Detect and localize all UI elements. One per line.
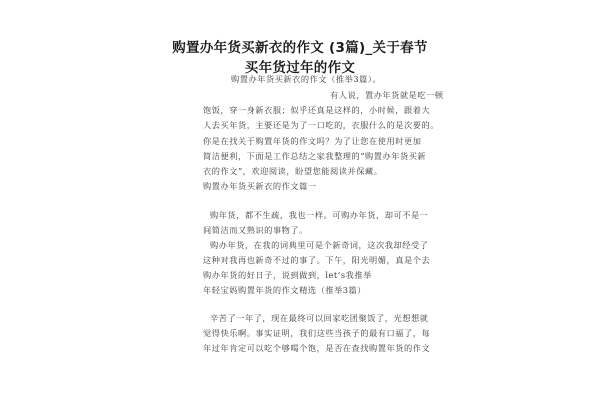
document-title-line-2: 买年货过年的作文 bbox=[244, 60, 356, 76]
body-line: 人去买年货，主要还是为了一口吃的，衣服什么的是次要的。 bbox=[203, 120, 439, 130]
body-line: 年过年肯定可以吃个够喝个饱，是否在查找购置年货的作文 bbox=[203, 343, 431, 353]
body-line: 觉得快乐啊。事实证明，我们这些当孩子的最有口福了，每 bbox=[203, 328, 431, 338]
body-line: 购办年货，在我的词典里可是个新奇词，这次我却经受了 bbox=[210, 240, 429, 250]
body-line: 间简洁而又熟识的事物了。 bbox=[203, 225, 308, 235]
body-line: 简洁便利，下面是工作总结之家我整理的“购置办年货买新 bbox=[203, 151, 427, 161]
section-heading: 购置办年货买新衣的作文篇一 bbox=[203, 181, 317, 191]
body-line: 这种对我再也新奇不过的事了。下午，阳光明媚，真是个去 bbox=[203, 255, 431, 265]
section-heading: 年轻宝妈购置年货的作文精选（推举3篇） bbox=[203, 285, 367, 295]
body-line: 购办年货的好日子，说到做到，let’s我推举 bbox=[203, 270, 372, 280]
body-line: 你是在找关于购置年货的作文吗？为了让您在使用时更加 bbox=[203, 136, 422, 146]
intro-caption: 购置办年货买新衣的作文（推举3篇）。 bbox=[231, 74, 382, 84]
document-title-line-1: 购置办年货买新衣的作文 (3篇)_关于春节 bbox=[172, 40, 428, 56]
body-line: 衣的作文”，欢迎阅读，盼望您能阅读并保藏。 bbox=[203, 166, 383, 176]
body-line: 辛苦了一年了，现在最终可以回家吃团聚饭了，光想想就 bbox=[210, 313, 429, 323]
body-line: 有人说，置办年货就是吃一顿 bbox=[330, 90, 444, 100]
body-line: 饱饭，穿一身新衣服；似乎还真是这样的，小时候，跟着大 bbox=[203, 105, 431, 115]
body-line: 购年货，都不生疏，我也一样。可购办年货，却可不是一 bbox=[210, 210, 429, 220]
